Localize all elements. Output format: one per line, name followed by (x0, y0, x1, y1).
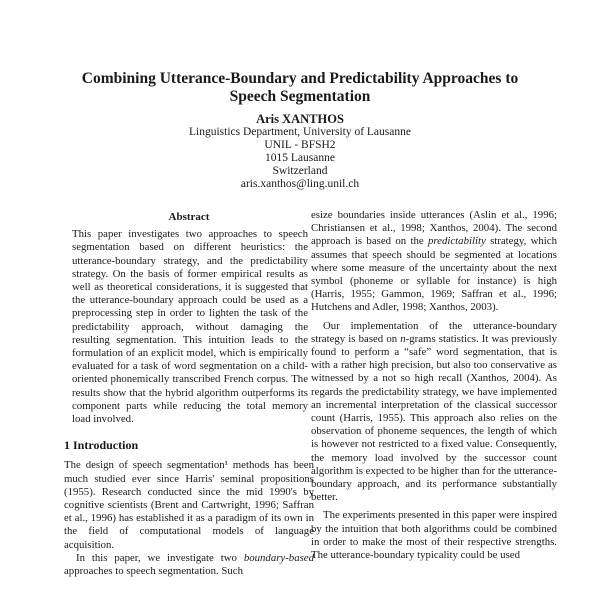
author-name: Aris XANTHOS (256, 112, 344, 126)
section-heading-introduction: 1 Introduction (64, 438, 139, 453)
right-paragraph-1 (311, 209, 557, 315)
right-p1-end: strategy, which assumes that speech should be segmented at locations where some measure of the uncertainty about the next symbol (phoneme or syllable for instance) is high (Harris, 1955; Gammon, 1969; Saffran et al., 1996; Hutchens and Adler, 1998; Xanthos, 2003). (311, 235, 557, 314)
left-column (64, 211, 314, 578)
affiliation-city: 1015 Lausanne (265, 152, 335, 164)
right-p1-emphasis: predictability (427, 235, 486, 248)
author-email: aris.xanthos@ling.unil.ch (240, 178, 360, 190)
intro-p2-end: approaches to speech segmentation. Such (64, 565, 243, 578)
right-p2-end: -grams statistics. It was previously found to perform a “safe” word segmentation, that is with a rather high precision, but also too conservative as witnessed by a not so high recall (Xanthos, 2004). As regards the predictability strategy, we have implemented an incremental interpretation of the classical successor count (Harris, 1955). This approach also relies on the observation of phoneme sequences, the length of which is however not restricted to a fixed value. Consequently, the memory load involved by the successor count algorithm is expected to be higher than for the utterance-boundary approach, and its performance substantially better. (311, 332, 558, 504)
affiliation-country: Switzerland (272, 165, 328, 177)
right-column (311, 209, 557, 562)
affiliation-unit: UNIL - BFSH2 (264, 139, 336, 151)
right-p1-start: esize boundaries inside utterances (Aslin et al., 1996; Christiansen et al., 1998; Xanthos, 2004). The second approach is based on the (311, 209, 557, 248)
paper-title (40, 70, 560, 106)
right-paragraph-2 (311, 320, 557, 505)
affiliation-department: Linguistics Department, University of Lausanne (189, 126, 411, 138)
intro-paragraph-1: The design of speech segmentation¹ methods has been much studied ever since Harris' seminal propositions (1955). Research conducted since the mid 1990's by cognitive scientists (Brent and Cartwright, 1996; Saffran et al., 1996) has established it as a paradigm of its own in the field of computational models of language acquisition. (64, 459, 314, 551)
abstract-text: This paper investigates two approaches to speech segmentation based on different heuristics: the utterance-boundary strategy, and the predictability strategy. On the basis of former empirical results as well as theoretical considerations, it is suggested that the utterance-boundary approach could be used as a preprocessing step in order to lighten the task of the predictability approach, without damaging the resulting segmentation. This intuition leads to the formulation of an explicit model, which is empirically evaluated for a task of word segmentation on a child-oriented phonemically transcribed French corpus. The results show that the hybrid algorithm outperforms its component parts while reducing the total memory load involved. (72, 228, 308, 426)
author-block (100, 113, 500, 191)
title-line-1: Combining Utterance-Boundary and Predictability Approaches to (81, 70, 519, 87)
right-p2-emphasis: n (400, 332, 406, 345)
title-line-2: Speech Segmentation (229, 88, 371, 105)
intro-p2-emphasis: boundary-based (243, 551, 314, 564)
right-p2-start: Our implementation of the utterance-boundary strategy is based on (311, 319, 557, 345)
intro-paragraph-2 (64, 552, 314, 578)
abstract-heading: Abstract (168, 211, 210, 223)
right-paragraph-3: The experiments presented in this paper were inspired by the intuition that both algorithms could be combined in order to make the most of their respective strengths. The utterance-boundary typicality could be used (311, 509, 557, 562)
intro-p2-start: In this paper, we investigate two (76, 551, 244, 564)
